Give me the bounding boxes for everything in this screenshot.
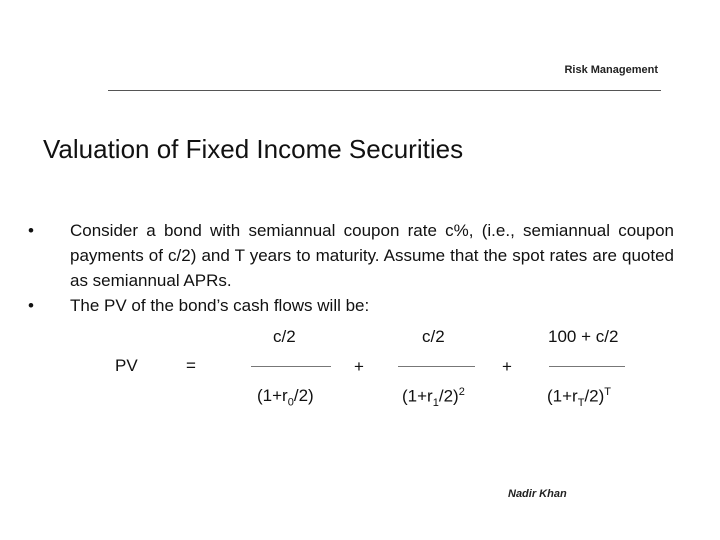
header-label: Risk Management [564,64,658,76]
header-divider [108,90,661,91]
numerator-2: c/2 [422,327,445,346]
formula-pv: PV [115,356,138,375]
slide-title: Valuation of Fixed Income Securities [43,134,464,164]
numerator-1: c/2 [273,327,296,346]
fraction-line-3 [549,366,625,367]
bullet-text: Consider a bond with semiannual coupon rate c%, (i.e., semiannual coupon payments of c/2) and T years to maturity. Assume that the spot rates are quoted as semiannual APRs. [70,221,674,290]
bullet-item [28,218,674,293]
bullet-icon: • [28,221,34,240]
bullet-item [28,293,674,318]
denominator-1: $(1+r_0/2)$ [257,386,314,409]
bullet-text: The PV of the bond’s cash flows will be: [70,296,370,315]
bullet-icon: • [28,296,34,315]
fraction-line-2 [398,366,475,367]
author-name: Nadir Khan [508,488,567,500]
plus-sign-1: + [354,357,364,376]
numerator-3: 100 + c/2 [548,327,619,346]
fraction-line-1 [251,366,331,367]
bullet-list [28,218,674,318]
denominator-3: $(1+r_T/2)^T$ [547,386,612,410]
formula-equals: = [186,356,196,375]
denominator-2: $(1+r_1/2)^2$ [402,386,465,410]
plus-sign-2: + [502,357,512,376]
